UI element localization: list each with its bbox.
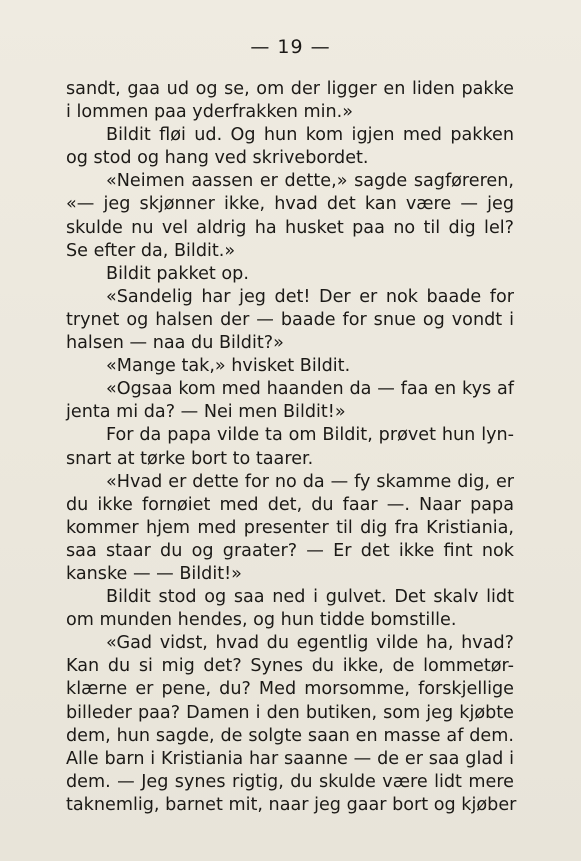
text-line: billeder paa? Damen i den butiken, som jeg kjøbte [66,702,514,723]
text-line: kanske — — Bildit!» [66,563,242,584]
text-line: og stod og hang ved skrivebordet. [66,148,369,169]
text-line: Bildit pakket op. [106,263,249,284]
text-line: «Gad vidst, hvad du egentlig vilde ha, hvad? [106,633,514,654]
text-line: sandt, gaa ud og se, om der ligger en liden pakke [66,79,514,99]
text-line: dem. — Jeg synes rigtig, du skulde være lidt mere [66,771,514,792]
text-line: «Sandelig har jeg det! Der er nok baade for [106,286,514,307]
page-number: — 19 — [250,36,331,58]
text-line: i lommen paa yderfrakken min.» [66,102,353,123]
text-line: «Hvad er dette for no da — fy skamme dig, er [106,471,514,492]
text-line: klærne er pene, du? Med morsomme, forskjellige [66,679,514,700]
text-line: «Ogsaa kom med haanden da — faa en kys af [106,379,514,400]
text-line: Kan du si mig det? Synes du ikke, de lommetør- [66,656,514,677]
text-line: saa staar du og graater? — Er det ikke fint nok [66,540,514,561]
text-line: jenta mi da? — Nei men Bildit!» [66,402,346,423]
text-line: Alle barn i Kristiania har saanne — de er saa glad i [66,748,514,769]
text-line: dem, hun sagde, de solgte saan en masse af dem. [66,725,514,746]
body-text [66,78,517,817]
text-line: Bildit stod og saa ned i gulvet. Det skalv lidt [106,587,514,608]
text-line: snart at tørke bort to taarer. [66,448,314,469]
text-line: Se efter da, Bildit.» [66,240,236,261]
text-line: «Neimen aassen er dette,» sagde sagføreren, [106,171,514,192]
text-line: trynet og halsen der — baade for snue og vondt i [66,309,514,330]
text-line: For da papa vilde ta om Bildit, prøvet hun lyn- [106,425,514,446]
text-line: halsen — naa du Bildit?» [66,333,284,354]
text-line: du ikke fornøiet med det, du faar —. Naar papa [66,494,514,515]
text-line: «— jeg skjønner ikke, hvad det kan være — jeg [66,194,514,215]
text-line: Bildit fløi ud. Og hun kom igjen med pakken [106,125,514,146]
text-line: «Mange tak,» hvisket Bildit. [106,356,351,377]
text-line: kommer hjem med presenter til dig fra Kristiania, [66,517,514,538]
text-line: taknemlig, barnet mit, naar jeg gaar bort og kjøber [66,794,517,815]
text-line: skulde nu vel aldrig ha husket paa no til dig lel? [66,217,514,238]
text-line: om munden hendes, og hun tidde bomstille. [66,610,457,631]
